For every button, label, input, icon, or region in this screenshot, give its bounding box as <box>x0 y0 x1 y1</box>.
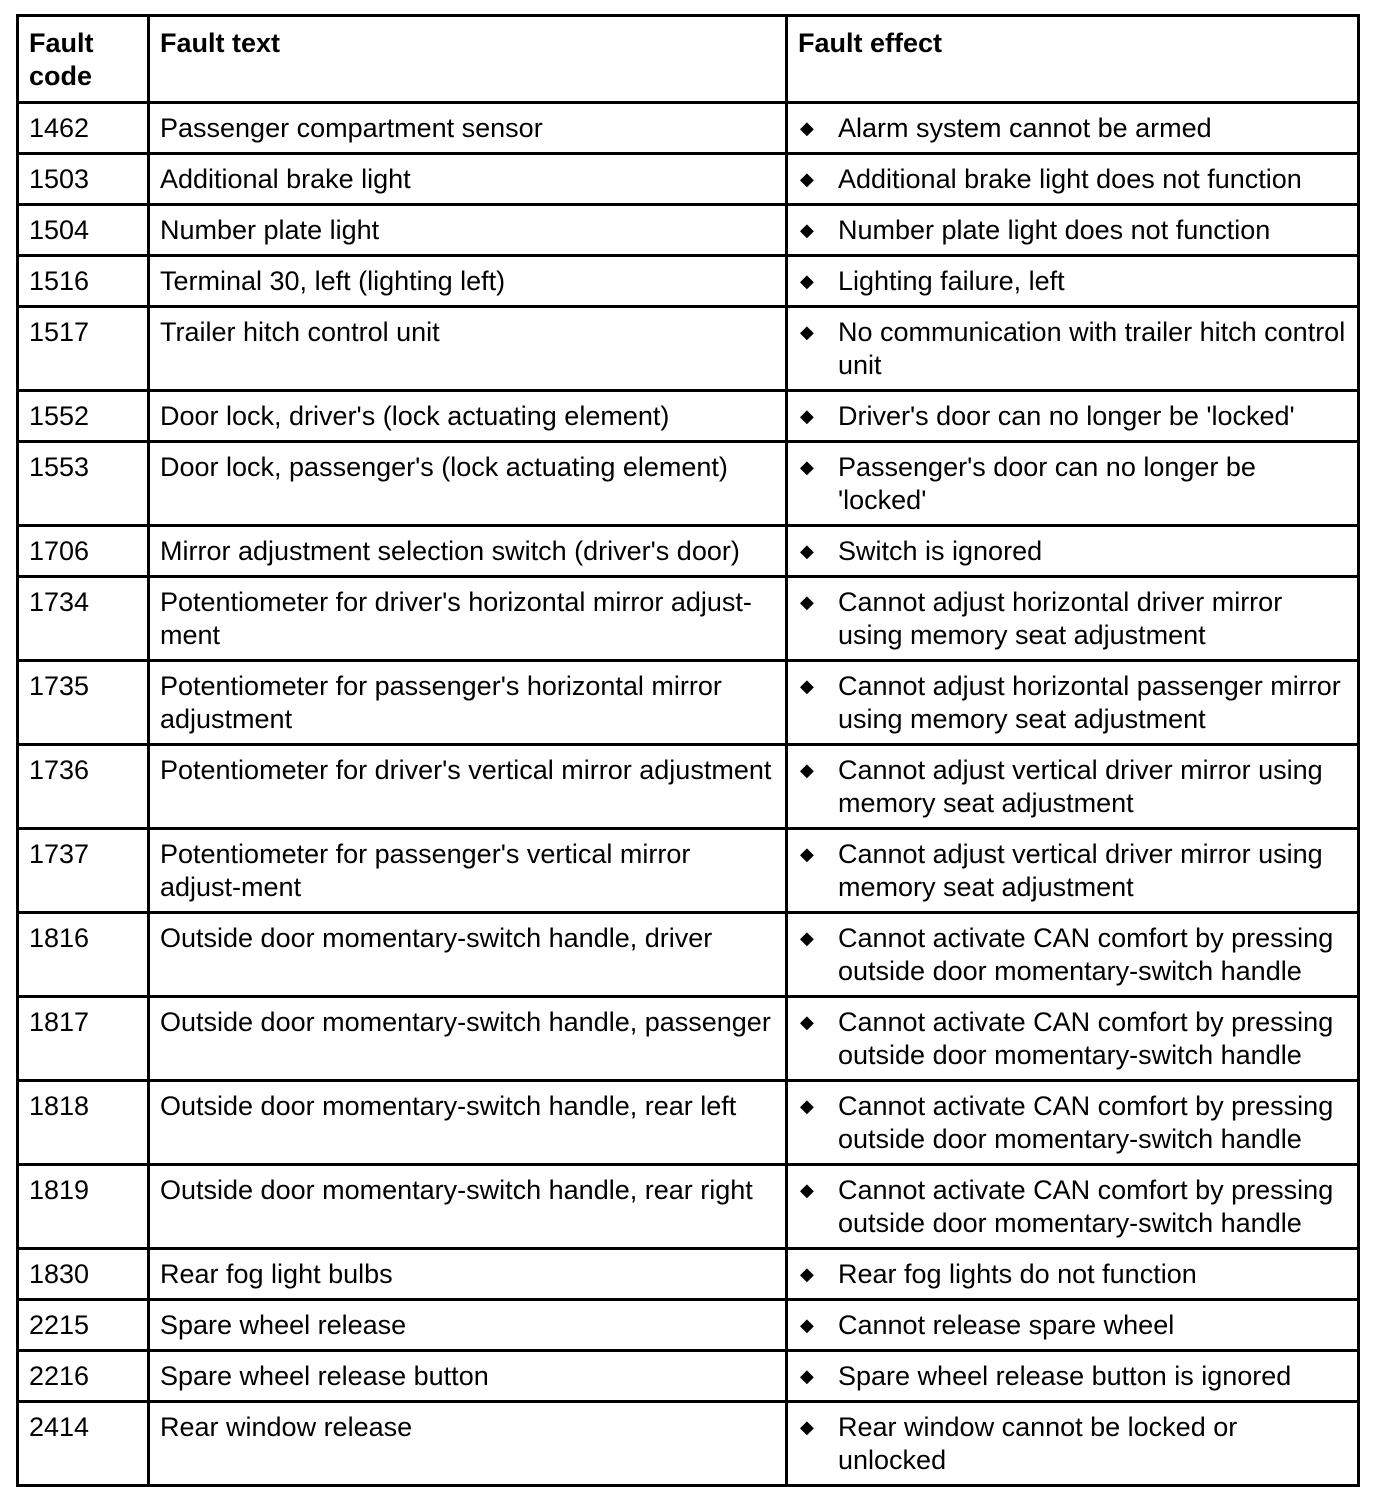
fault-text-cell: Rear window release <box>149 1402 787 1486</box>
fault-effect-text: Additional brake light does not function <box>838 164 1302 194</box>
fault-effect-item <box>800 1006 1347 1072</box>
fault-effect-cell <box>787 154 1359 205</box>
fault-text-cell: Passenger compartment sensor <box>149 103 787 154</box>
fault-effect-item <box>800 163 1347 196</box>
fault-code-cell: 2215 <box>18 1300 149 1351</box>
fault-code-cell: 1516 <box>18 256 149 307</box>
fault-text-cell: Potentiometer for passenger's vertical mirror adjust-ment <box>149 829 787 913</box>
fault-text-cell: Mirror adjustment selection switch (driver's door) <box>149 526 787 577</box>
table-row <box>18 154 1359 205</box>
fault-effect-item <box>800 754 1347 820</box>
fault-text-cell: Additional brake light <box>149 154 787 205</box>
fault-text-cell: Outside door momentary-switch handle, passenger <box>149 997 787 1081</box>
diamond-bullet-icon: ◆ <box>800 169 814 189</box>
fault-effect-item <box>800 1174 1347 1240</box>
fault-text-cell: Spare wheel release <box>149 1300 787 1351</box>
fault-effect-item <box>800 922 1347 988</box>
fault-code-cell: 1504 <box>18 205 149 256</box>
fault-effect-text: Cannot adjust vertical driver mirror using memory seat adjustment <box>838 839 1323 902</box>
diamond-bullet-icon: ◆ <box>800 406 814 426</box>
fault-code-cell: 1736 <box>18 745 149 829</box>
fault-effect-cell <box>787 526 1359 577</box>
table-row <box>18 577 1359 661</box>
table-row <box>18 1300 1359 1351</box>
fault-effect-cell <box>787 829 1359 913</box>
fault-effect-item <box>800 214 1347 247</box>
table-body <box>18 103 1359 1486</box>
fault-code-cell: 1462 <box>18 103 149 154</box>
diamond-bullet-icon: ◆ <box>800 1264 814 1284</box>
fault-text-cell: Trailer hitch control unit <box>149 307 787 391</box>
fault-effect-text: Cannot activate CAN comfort by pressing outside door momentary-switch handle <box>838 923 1334 986</box>
table-row <box>18 391 1359 442</box>
fault-text-cell: Number plate light <box>149 205 787 256</box>
fault-code-cell: 1517 <box>18 307 149 391</box>
fault-effect-text: Cannot activate CAN comfort by pressing outside door momentary-switch handle <box>838 1091 1334 1154</box>
table-row <box>18 829 1359 913</box>
fault-effect-cell <box>787 307 1359 391</box>
diamond-bullet-icon: ◆ <box>800 322 814 342</box>
diamond-bullet-icon: ◆ <box>800 592 814 612</box>
fault-effect-cell <box>787 256 1359 307</box>
fault-code-cell: 1706 <box>18 526 149 577</box>
fault-effect-item <box>800 112 1347 145</box>
diamond-bullet-icon: ◆ <box>800 118 814 138</box>
fault-effect-cell <box>787 577 1359 661</box>
fault-effect-cell <box>787 661 1359 745</box>
fault-effect-text: Cannot activate CAN comfort by pressing outside door momentary-switch handle <box>838 1175 1334 1238</box>
fault-effect-text: Alarm system cannot be armed <box>838 113 1212 143</box>
fault-effect-item <box>800 1411 1347 1477</box>
fault-code-cell: 2414 <box>18 1402 149 1486</box>
fault-effect-cell <box>787 1402 1359 1486</box>
fault-effect-cell <box>787 1300 1359 1351</box>
fault-effect-item <box>800 535 1347 568</box>
fault-effect-item <box>800 586 1347 652</box>
fault-effect-cell <box>787 1165 1359 1249</box>
fault-effect-cell <box>787 997 1359 1081</box>
fault-effect-cell <box>787 1351 1359 1402</box>
diamond-bullet-icon: ◆ <box>800 457 814 477</box>
diamond-bullet-icon: ◆ <box>800 1096 814 1116</box>
fault-effect-text: Passenger's door can no longer be 'locked' <box>838 452 1256 515</box>
fault-effect-cell <box>787 913 1359 997</box>
fault-code-cell: 1816 <box>18 913 149 997</box>
table-row <box>18 526 1359 577</box>
diamond-bullet-icon: ◆ <box>800 220 814 240</box>
header-fault-text: Fault text <box>149 16 787 103</box>
fault-text-cell: Outside door momentary-switch handle, driver <box>149 913 787 997</box>
fault-code-cell: 1503 <box>18 154 149 205</box>
table-row <box>18 745 1359 829</box>
fault-effect-cell <box>787 442 1359 526</box>
fault-effect-text: Lighting failure, left <box>838 266 1065 296</box>
fault-effect-text: Cannot adjust horizontal passenger mirror using memory seat adjustment <box>838 671 1341 734</box>
fault-text-cell: Outside door momentary-switch handle, rear right <box>149 1165 787 1249</box>
fault-effect-text: Rear fog lights do not function <box>838 1259 1197 1289</box>
fault-effect-text: Driver's door can no longer be 'locked' <box>838 401 1295 431</box>
fault-text-cell: Spare wheel release button <box>149 1351 787 1402</box>
table-row <box>18 1249 1359 1300</box>
fault-effect-item <box>800 670 1347 736</box>
diamond-bullet-icon: ◆ <box>800 541 814 561</box>
table-row <box>18 661 1359 745</box>
fault-effect-text: Rear window cannot be locked or unlocked <box>838 1412 1238 1475</box>
header-fault-effect: Fault effect <box>787 16 1359 103</box>
diamond-bullet-icon: ◆ <box>800 1180 814 1200</box>
fault-code-table-container <box>16 14 1357 1487</box>
table-row <box>18 1165 1359 1249</box>
diamond-bullet-icon: ◆ <box>800 1315 814 1335</box>
fault-effect-text: Cannot activate CAN comfort by pressing outside door momentary-switch handle <box>838 1007 1334 1070</box>
fault-effect-cell <box>787 1249 1359 1300</box>
fault-effect-cell <box>787 745 1359 829</box>
header-fault-code: Fault code <box>18 16 149 103</box>
table-row <box>18 913 1359 997</box>
diamond-bullet-icon: ◆ <box>800 760 814 780</box>
fault-effect-text: Spare wheel release button is ignored <box>838 1361 1292 1391</box>
table-row <box>18 205 1359 256</box>
fault-code-cell: 1737 <box>18 829 149 913</box>
fault-effect-cell <box>787 1081 1359 1165</box>
fault-effect-cell <box>787 103 1359 154</box>
fault-code-cell: 1553 <box>18 442 149 526</box>
fault-effect-cell <box>787 391 1359 442</box>
fault-effect-text: No communication with trailer hitch control unit <box>838 317 1346 380</box>
fault-effect-cell <box>787 205 1359 256</box>
table-row <box>18 256 1359 307</box>
table-row <box>18 103 1359 154</box>
fault-effect-text: Switch is ignored <box>838 536 1043 566</box>
table-header-row <box>18 16 1359 103</box>
fault-text-cell: Rear fog light bulbs <box>149 1249 787 1300</box>
fault-code-cell: 2216 <box>18 1351 149 1402</box>
fault-text-cell: Potentiometer for passenger's horizontal mirror adjustment <box>149 661 787 745</box>
table-row <box>18 442 1359 526</box>
fault-effect-item <box>800 1258 1347 1291</box>
fault-code-table <box>16 14 1360 1487</box>
diamond-bullet-icon: ◆ <box>800 1417 814 1437</box>
diamond-bullet-icon: ◆ <box>800 1366 814 1386</box>
fault-text-cell: Door lock, driver's (lock actuating element) <box>149 391 787 442</box>
fault-effect-item <box>800 838 1347 904</box>
table-row <box>18 1081 1359 1165</box>
fault-code-cell: 1818 <box>18 1081 149 1165</box>
fault-effect-text: Cannot adjust horizontal driver mirror using memory seat adjustment <box>838 587 1283 650</box>
fault-text-cell: Terminal 30, left (lighting left) <box>149 256 787 307</box>
fault-code-cell: 1552 <box>18 391 149 442</box>
fault-code-cell: 1735 <box>18 661 149 745</box>
fault-effect-text: Cannot adjust vertical driver mirror using memory seat adjustment <box>838 755 1323 818</box>
table-row <box>18 307 1359 391</box>
fault-effect-item <box>800 316 1347 382</box>
fault-text-cell: Potentiometer for driver's vertical mirror adjustment <box>149 745 787 829</box>
fault-effect-item <box>800 451 1347 517</box>
fault-effect-item <box>800 1360 1347 1393</box>
fault-text-cell: Door lock, passenger's (lock actuating element) <box>149 442 787 526</box>
fault-effect-text: Cannot release spare wheel <box>838 1310 1175 1340</box>
fault-effect-item <box>800 1309 1347 1342</box>
diamond-bullet-icon: ◆ <box>800 928 814 948</box>
fault-code-cell: 1734 <box>18 577 149 661</box>
fault-code-cell: 1817 <box>18 997 149 1081</box>
fault-code-cell: 1819 <box>18 1165 149 1249</box>
diamond-bullet-icon: ◆ <box>800 271 814 291</box>
table-row <box>18 997 1359 1081</box>
diamond-bullet-icon: ◆ <box>800 844 814 864</box>
fault-effect-item <box>800 265 1347 298</box>
fault-text-cell: Outside door momentary-switch handle, rear left <box>149 1081 787 1165</box>
fault-effect-text: Number plate light does not function <box>838 215 1271 245</box>
fault-effect-item <box>800 400 1347 433</box>
table-row <box>18 1351 1359 1402</box>
fault-code-cell: 1830 <box>18 1249 149 1300</box>
fault-effect-item <box>800 1090 1347 1156</box>
diamond-bullet-icon: ◆ <box>800 1012 814 1032</box>
fault-text-cell: Potentiometer for driver's horizontal mirror adjust-ment <box>149 577 787 661</box>
table-row <box>18 1402 1359 1486</box>
diamond-bullet-icon: ◆ <box>800 676 814 696</box>
